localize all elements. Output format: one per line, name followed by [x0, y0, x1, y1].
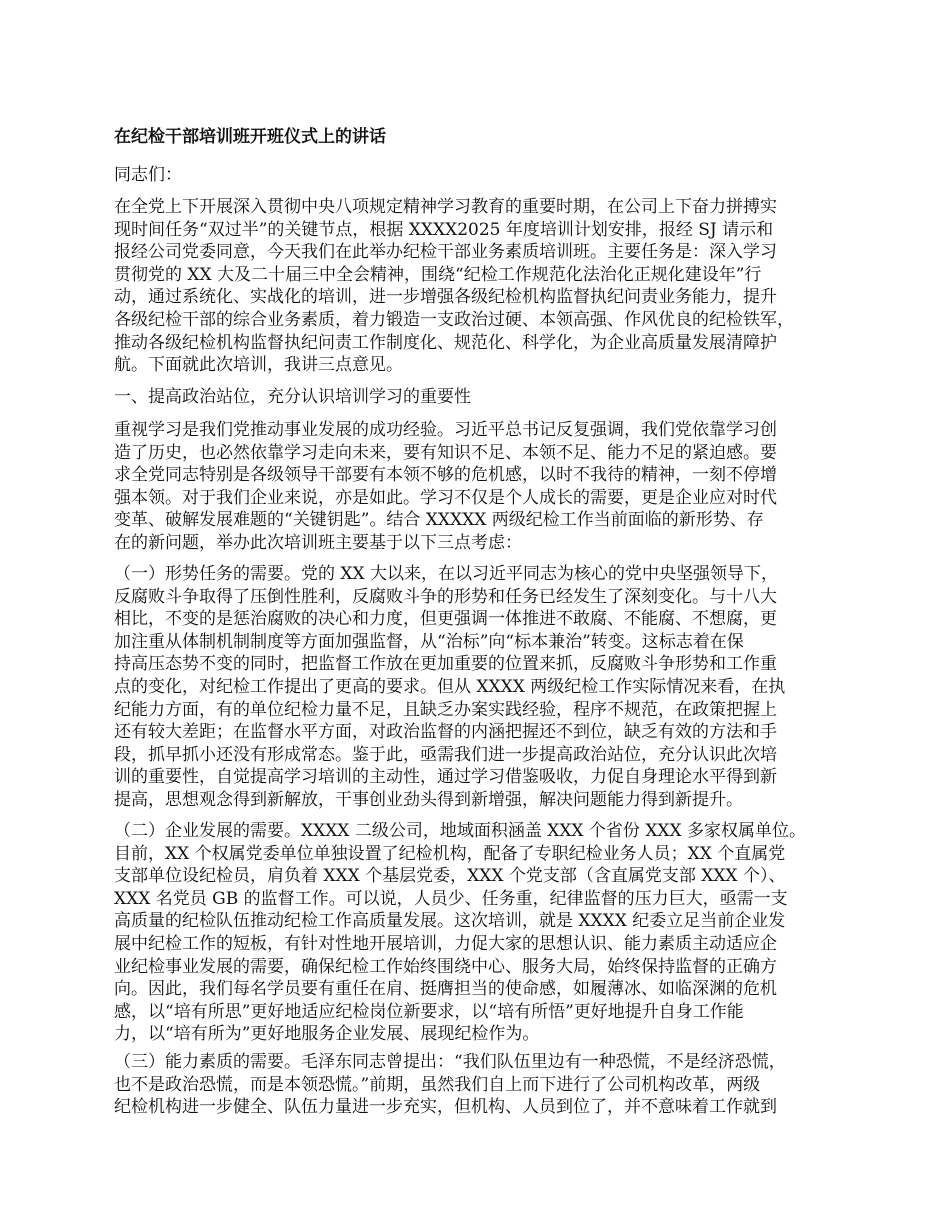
text-line: 相比，不变的是惩治腐败的决心和力度，但更强调一体推进不敢腐、不能腐、不想腐，更	[114, 609, 777, 630]
text-line: 在的新问题，举办此次培训班主要基于以下三点考虑：	[114, 532, 522, 553]
section-intro-paragraph	[114, 419, 849, 555]
text-line: 推动各级纪检机构监督执纪问责工作制度化、规范化、科学化，为企业高质量发展清障护	[114, 332, 777, 353]
text-line: 在全党上下开展深入贯彻中央八项规定精神学习教育的重要时期，在公司上下奋力拼搏实	[114, 197, 777, 217]
section-heading: 一、提高政治站位，充分认识培训学习的重要性	[114, 387, 471, 407]
text-line: 高质量的纪检队伍推动纪检工作高质量发展。这次培训，就是 XXXX 纪委立足当前企业发	[114, 911, 786, 932]
text-line: 目前，XX 个权属党委单位单独设置了纪检机构，配备了专职纪检业务人员；XX 个直属党	[114, 843, 786, 864]
document-title: 在纪检干部培训班开班仪式上的讲话	[114, 127, 386, 147]
text-line: 段，抓早抓小还没有形成常态。鉴于此，亟需我们进一步提高政治站位，充分认识此次培	[114, 744, 777, 765]
text-line: 反腐败斗争取得了压倒性胜利，反腐败斗争的形势和任务已经发生了深刻变化。与十八大	[114, 586, 777, 607]
text-line: （二）企业发展的需要。XXXX 二级公司，地域面积涵盖 XXX 个省份 XXX 多家权属单位。	[114, 821, 807, 841]
text-line: 现时间任务“双过半”的关键节点，根据 XXXX2025 年度培训计划安排，报经 SJ 请示和	[114, 219, 774, 240]
text-line: 求全党同志特别是各级领导干部要有本领不够的危机感，以时不我待的精神，一刻不停增	[114, 465, 777, 486]
text-line: 变革、破解发展难题的“关键钥匙”。结合 XXXXX 两级纪检工作当前面临的新形势、存	[114, 510, 764, 531]
intro-paragraph	[114, 196, 849, 377]
text-line: 贯彻党的 XX 大及二十届三中全会精神，围绕“纪检工作规范化法治化正规化建设年”行	[114, 264, 762, 285]
text-line: （三）能力素质的需要。毛泽东同志曾提出：“我们队伍里边有一种恐慌，不是经济恐慌，	[114, 1052, 786, 1072]
text-line: 支部单位设纪检员，肩负着 XXX 个基层党委，XXX 个党支部（含直属党支部 XXX 个）、	[114, 866, 786, 887]
text-line: 感，以“培有所思”更好地适应纪检岗位新要求，以“培有所悟”更好地提升自身工作能	[114, 1001, 744, 1022]
point-two-paragraph	[114, 820, 849, 1046]
text-line: 还有较大差距；在监督水平方面，对政治监督的内涵把握还不到位，缺乏有效的方法和手	[114, 722, 777, 743]
text-line: 持高压态势不变的同时，把监督工作放在更加重要的位置来抓，反腐败斗争形势和工作重	[114, 654, 777, 675]
text-line: 也不是政治恐慌，而是本领恐慌。”前期，虽然我们自上而下进行了公司机构改革，两级	[114, 1074, 761, 1095]
text-line: 展中纪检工作的短板，有针对性地开展培训，力促大家的思想认识、能力素质主动适应企	[114, 933, 777, 954]
text-line: 力，以“培有所为”更好地服务企业发展、展现纪检作为。	[114, 1024, 540, 1045]
salutation: 同志们：	[114, 165, 182, 185]
text-line: 报经公司党委同意，今天我们在此举办纪检干部业务素质培训班。主要任务是：深入学习	[114, 242, 777, 263]
text-line: 加注重从体制机制制度等方面加强监督，从“治标”向“标本兼治”转变。这标志着在保	[114, 631, 744, 652]
point-three-paragraph	[114, 1051, 849, 1119]
text-line: XXX 名党员 GB 的监督工作。可以说，人员少、任务重，纪律监督的压力巨大，亟需一支	[114, 888, 788, 909]
text-line: 造了历史，也必然依靠学习走向未来，要有知识不足、本领不足、能力不足的紧迫感。要	[114, 442, 777, 463]
text-line: 航。下面就此次培训，我讲三点意见。	[114, 355, 403, 376]
text-line: 纪检机构进一步健全、队伍力量进一步充实，但机构、人员到位了，并不意味着工作就到	[114, 1097, 777, 1118]
text-line: 各级纪检干部的综合业务素质，着力锻造一支政治过硬、本领高强、作风优良的纪检铁军，	[114, 309, 794, 330]
text-line: 训的重要性，自觉提高学习培训的主动性，通过学习借鉴吸收，力促自身理论水平得到新	[114, 767, 777, 788]
text-line: （一）形势任务的需要。党的 XX 大以来，在以习近平同志为核心的党中央坚强领导下，	[114, 564, 779, 584]
text-line: 重视学习是我们党推动事业发展的成功经验。习近平总书记反复强调，我们党依靠学习创	[114, 420, 777, 440]
text-line: 业纪检事业发展的需要，确保纪检工作始终围绕中心、服务大局，始终保持监督的正确方	[114, 956, 777, 977]
text-line: 强本领。对于我们企业来说，亦是如此。学习不仅是个人成长的需要，更是企业应对时代	[114, 487, 777, 508]
text-line: 提高，思想观念得到新解放，干事创业劲头得到新增强，解决问题能力得到新提升。	[114, 789, 743, 810]
text-line: 纪能力方面，有的单位纪检力量不足，且缺乏办案实践经验，程序不规范，在政策把握上	[114, 699, 777, 720]
point-one-paragraph	[114, 563, 849, 812]
text-line: 动，通过系统化、实战化的培训，进一步增强各级纪检机构监督执纪问责业务能力，提升	[114, 287, 777, 308]
text-line: 向。因此，我们每名学员要有重任在肩、挺膺担当的使命感，如履薄冰、如临深渊的危机	[114, 979, 777, 1000]
text-line: 点的变化，对纪检工作提出了更高的要求。但从 XXXX 两级纪检工作实际情况来看，在执	[114, 676, 786, 697]
